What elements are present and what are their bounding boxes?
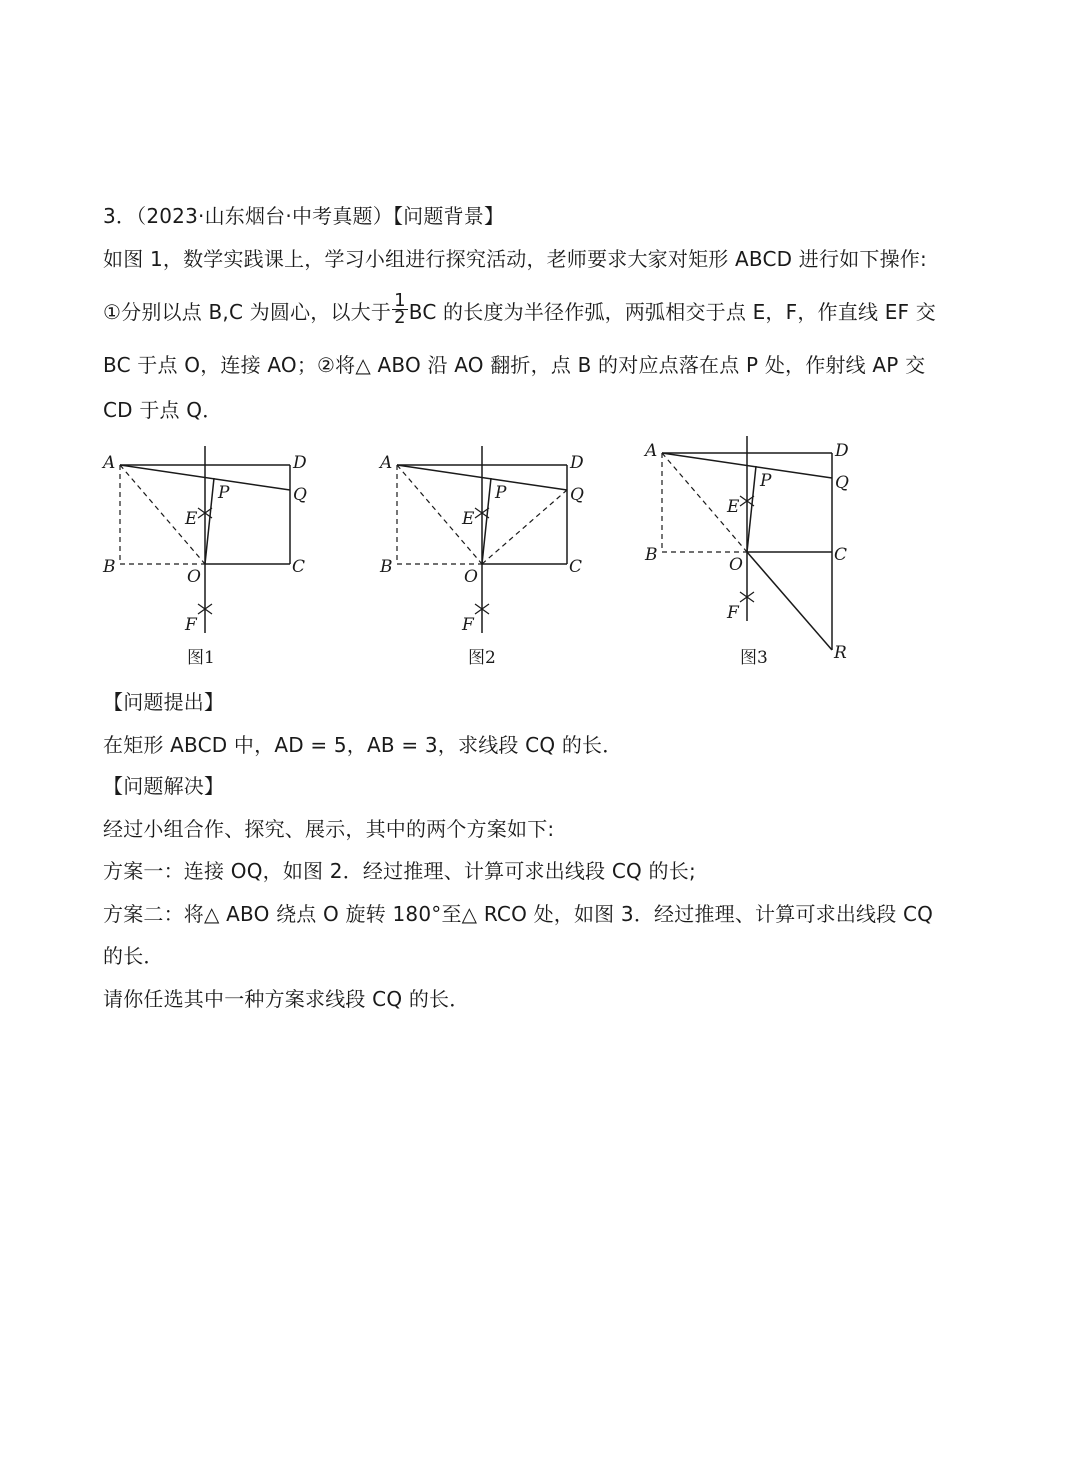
fig1-label-Q: Q [293, 485, 307, 505]
fig1-label-A: A [103, 453, 116, 473]
fraction-numerator: 1 [394, 290, 406, 311]
solution-heading: 【问题解决】 [103, 774, 225, 798]
fig1-label-O: O [187, 567, 201, 587]
fig1-label-E: E [185, 509, 198, 529]
fig1-label-P: P [218, 483, 230, 503]
fraction-one-half [392, 290, 408, 328]
fig3-label-B: B [645, 545, 658, 565]
solution-intro: 经过小组合作、探究、展示，其中的两个方案如下: [103, 817, 555, 841]
fig3-label-E: E [727, 497, 740, 517]
fig2-label-B: B [380, 557, 393, 577]
solution-plan2-line2: 的长． [103, 944, 164, 968]
step1-text-b: BC 的长度为半径作弧，两弧相交于点 E，F，作直线 EF 交 [408, 300, 936, 324]
fig2-label-C: C [569, 557, 583, 577]
fig1-label-C: C [292, 557, 306, 577]
problem-intro: 如图 1，数学实践课上，学习小组进行探究活动，老师要求大家对矩形 ABCD 进行如下操作: [103, 247, 927, 271]
fig2-label-E: E [462, 509, 475, 529]
fig3-label-P: P [760, 471, 772, 491]
fig1-segment-OP [205, 478, 214, 564]
fig3-segment-OR [747, 552, 832, 650]
solution-plan2-line1: 方案二：将△ ABO 绕点 O 旋转 180°至△ RCO 处，如图 3．经过推理、计算可求出线段 CQ [103, 902, 934, 926]
fig3-segment-OP [747, 466, 756, 552]
fig3-label-A: A [645, 441, 658, 461]
problem-step2: BC 于点 O，连接 AO；②将△ ABO 沿 AO 翻折，点 B 的对应点落在点 P 处，作射线 AP 交 [103, 353, 926, 377]
fig3-label-R: R [834, 643, 847, 663]
fig3-label-Q: Q [835, 473, 849, 493]
question-text: 在矩形 ABCD 中，AD = 5，AB = 3，求线段 CQ 的长． [103, 733, 623, 757]
fig2-label-D: D [570, 453, 584, 473]
question-heading: 【问题提出】 [103, 690, 225, 714]
step1-text-a: ①分别以点 B,C 为圆心，以大于 [103, 300, 392, 324]
fig3-label-C: C [834, 545, 848, 565]
fig2-label-A: A [380, 453, 393, 473]
fig2-segment-OP [482, 478, 491, 564]
fig2-label-P: P [495, 483, 507, 503]
fraction-denominator: 2 [394, 307, 406, 328]
figure-3 [643, 436, 849, 668]
problem-step3: CD 于点 Q． [103, 398, 223, 422]
fig1-label-B: B [103, 557, 116, 577]
fig3-label-O: O [729, 555, 743, 575]
solution-plan1: 方案一：连接 OQ，如图 2．经过推理、计算可求出线段 CQ 的长; [103, 859, 696, 883]
problem-step1 [103, 290, 936, 330]
problem-heading: 3．（2023·山东烟台·中考真题）【问题背景】 [103, 204, 505, 228]
fig2-caption: 图2 [468, 648, 496, 668]
fig1-caption: 图1 [187, 648, 215, 668]
fig1-label-F: F [185, 615, 197, 635]
fig2-label-O: O [464, 567, 478, 587]
fig3-label-D: D [835, 441, 849, 461]
fig3-label-F: F [727, 603, 739, 623]
figure-1 [101, 446, 307, 668]
figure-2 [378, 446, 584, 668]
fig2-label-F: F [462, 615, 474, 635]
solution-task: 请你任选其中一种方案求线段 CQ 的长． [103, 987, 470, 1011]
fig3-caption: 图3 [740, 648, 768, 668]
fig1-label-D: D [293, 453, 307, 473]
fig2-label-Q: Q [570, 485, 584, 505]
geometry-figures [95, 428, 895, 673]
